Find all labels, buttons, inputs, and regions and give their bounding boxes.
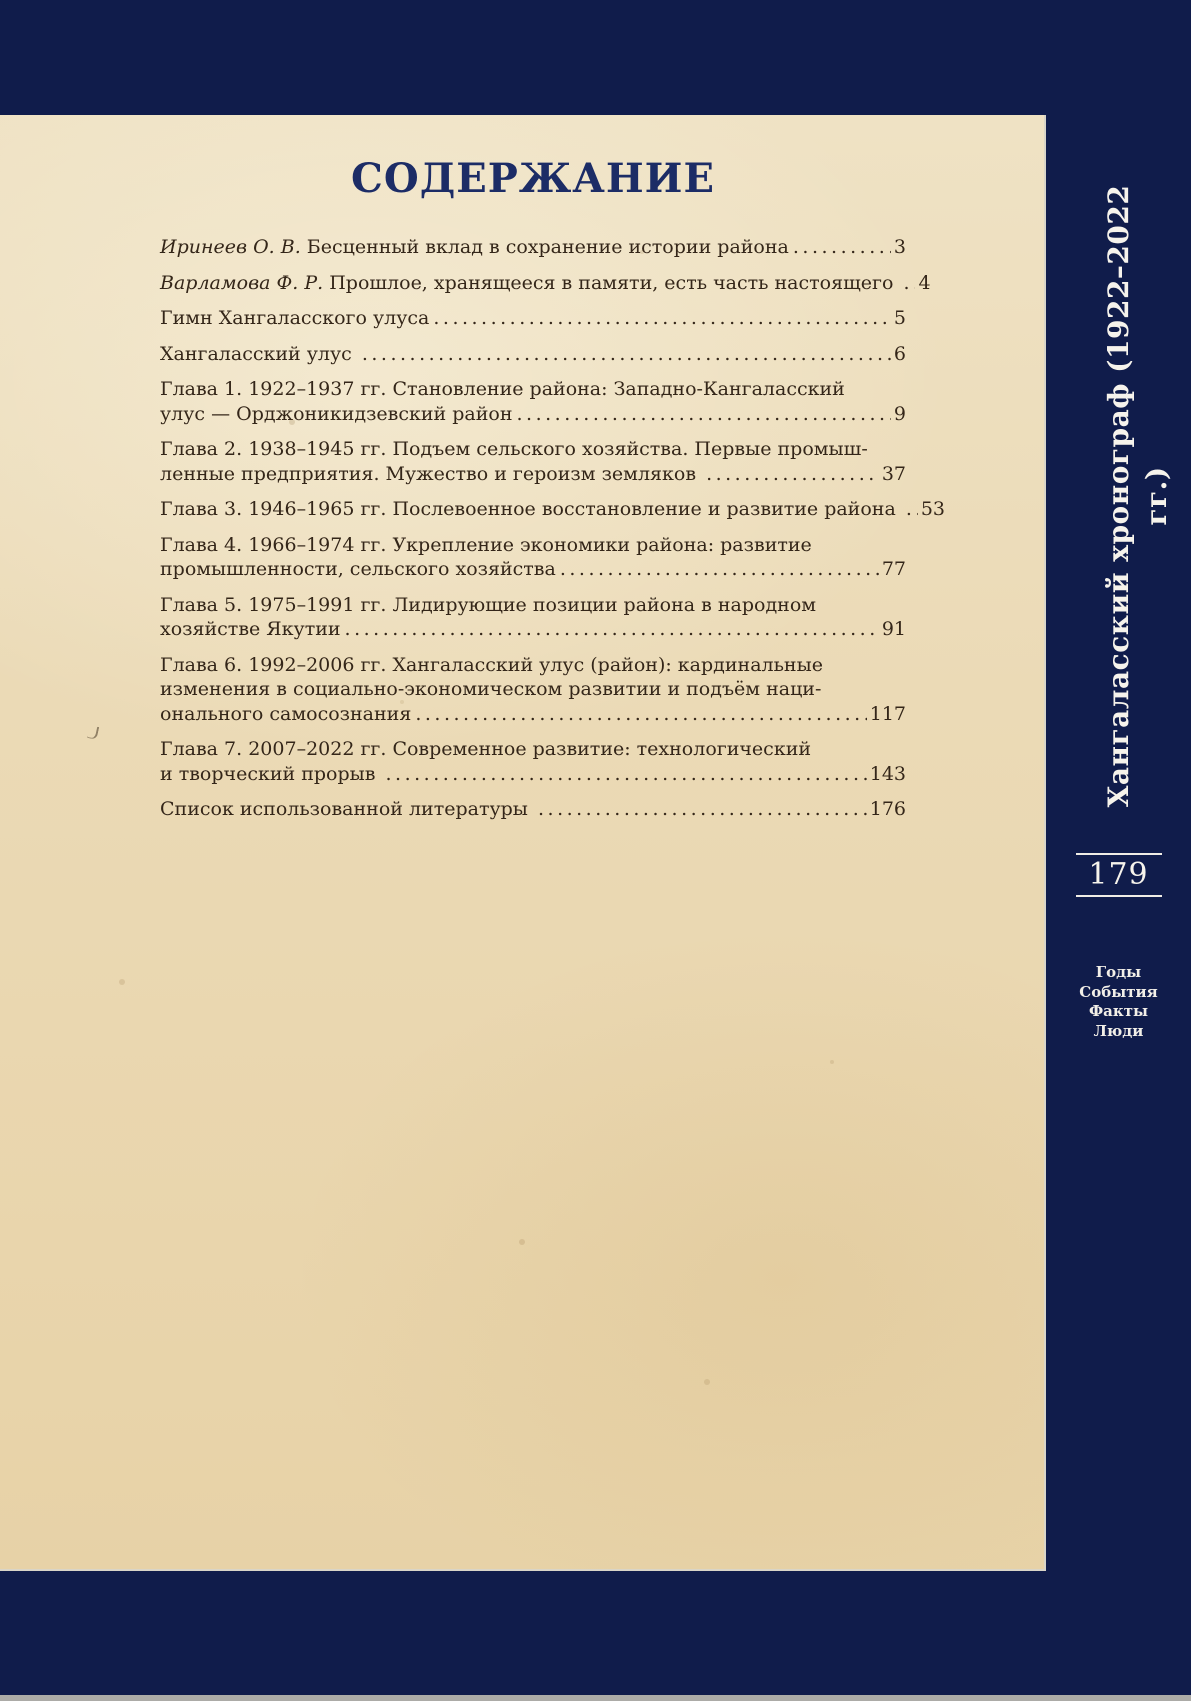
- toc-entry-text: Прошлое, хранящееся в памяти, есть часть настоящего: [329, 271, 900, 294]
- toc-entry-text: промышленности, сельского хозяйства: [160, 558, 556, 580]
- toc-page-number: 4: [918, 271, 931, 294]
- toc-line: [160, 533, 906, 558]
- toc-page-number: 176: [869, 798, 906, 820]
- dot-leader: [386, 762, 867, 787]
- toc-entry: [160, 377, 906, 426]
- motto-line: Годы: [1095, 963, 1142, 981]
- toc-line: [160, 235, 906, 260]
- toc-entry: [160, 437, 906, 486]
- dot-leader: [362, 342, 891, 367]
- toc-page-number: 143: [869, 762, 906, 785]
- toc-line: [160, 437, 906, 462]
- toc-entry-text: Глава 2. 1938–1945 гг. Подъем сельского хозяйства. Первые промыш-: [160, 438, 868, 460]
- toc-entry: [160, 593, 906, 642]
- toc-entry-text: и творческий прорыв: [160, 762, 382, 785]
- dot-leader: [538, 797, 867, 822]
- toc-line: [160, 342, 906, 367]
- toc-page-number: 53: [920, 498, 946, 520]
- toc-entry: [160, 342, 906, 367]
- toc-entry-text: Глава 6. 1992–2006 гг. Хангаласский улус (район): кардинальные: [160, 653, 823, 676]
- toc-entry-text: Глава 3. 1946–1965 гг. Послевоенное восстановление и развитие района: [160, 498, 902, 520]
- dot-leader: [517, 402, 891, 427]
- toc-page-number: 91: [881, 618, 906, 640]
- dot-leader: [345, 617, 879, 642]
- page-title: СОДЕРЖАНИЕ: [351, 155, 715, 202]
- toc-entry-text: Гимн Хангаласского улуса: [160, 307, 430, 329]
- toc-entry: [160, 737, 906, 786]
- toc-entry: [160, 235, 906, 260]
- toc-line: [160, 462, 906, 487]
- paper-speckles: [0, 0, 4, 4]
- toc-entry-text: Глава 1. 1922–1937 гг. Становление района: Западно-Кангаласский: [160, 378, 845, 400]
- dot-leader: [706, 462, 879, 487]
- dot-leader: [433, 306, 891, 331]
- toc-page-number: 5: [893, 307, 906, 329]
- toc-line: [160, 377, 906, 402]
- folio-rule-bottom: [1076, 895, 1162, 897]
- toc-author-name: Варламова Ф. Р.: [160, 271, 330, 294]
- toc-entry-text: Хангаласский улус: [160, 342, 358, 365]
- toc-line: [160, 271, 931, 296]
- toc-line: [160, 617, 906, 642]
- toc-entry-text: онального самосознания: [160, 702, 412, 725]
- toc-page-number: 6: [893, 342, 906, 365]
- toc-line: [160, 306, 906, 331]
- motto: [1046, 963, 1191, 1041]
- toc-entry-text: Глава 7. 2007–2022 гг. Современное развитие: технологический: [160, 738, 812, 760]
- toc-entry: [160, 533, 906, 582]
- toc-line: [160, 762, 906, 787]
- dot-leader: [903, 271, 915, 296]
- dot-leader: [793, 235, 891, 260]
- motto-line: События: [1079, 982, 1158, 1001]
- toc-page-number: 77: [881, 558, 906, 580]
- toc-author-name: Иринеев О. В.: [160, 236, 307, 258]
- toc-line: [160, 797, 906, 822]
- scan-edge: [0, 1695, 1191, 1701]
- toc-page-number: 117: [869, 702, 906, 725]
- toc-line: [160, 677, 906, 702]
- toc-line: [160, 737, 906, 762]
- toc-entry: [160, 271, 931, 296]
- motto-line: Люди: [1093, 1021, 1144, 1040]
- toc-entry-text: Глава 5. 1975–1991 гг. Лидирующие позиции района в народном: [160, 593, 817, 616]
- toc-line: [160, 702, 906, 727]
- book-spine-title: Хангаласский хронограф (1922–2022 гг.): [1102, 184, 1173, 808]
- toc-entry-text: Список использованной литературы: [160, 798, 534, 820]
- toc-entry-text: Глава 4. 1966–1974 гг. Укрепление экономики района: развитие: [160, 533, 812, 556]
- toc-line: [160, 653, 906, 678]
- toc-entry-text: улус — Орджоникидзевский район: [160, 402, 513, 425]
- toc-line: [160, 402, 906, 427]
- toc-page-number: 37: [881, 462, 906, 485]
- toc-line: [160, 557, 906, 582]
- toc-entry: [160, 306, 906, 331]
- toc-entry-text: хозяйстве Якутии: [160, 618, 341, 640]
- toc-line: [160, 497, 946, 522]
- toc-entry: [160, 653, 906, 727]
- table-of-contents: [160, 235, 946, 822]
- dot-leader: [560, 557, 879, 582]
- toc-page-number: 3: [893, 236, 906, 258]
- toc-entry-text: ленные предприятия. Мужество и героизм земляков: [160, 462, 703, 485]
- page-number: 179: [1088, 857, 1149, 892]
- toc-page-number: 9: [893, 402, 906, 425]
- toc-entry-text: изменения в социально-экономическом развитии и подъём наци-: [160, 678, 822, 700]
- folio-block: [1046, 853, 1191, 897]
- motto-line: Факты: [1088, 1002, 1149, 1020]
- paper-page: [0, 115, 1046, 1571]
- toc-entry: [160, 497, 946, 522]
- toc-line: [160, 593, 906, 618]
- toc-entry: [160, 797, 906, 822]
- toc-entry-text: Бесценный вклад в сохранение истории района: [306, 236, 789, 258]
- dot-leader: [906, 497, 918, 522]
- dot-leader: [415, 702, 866, 727]
